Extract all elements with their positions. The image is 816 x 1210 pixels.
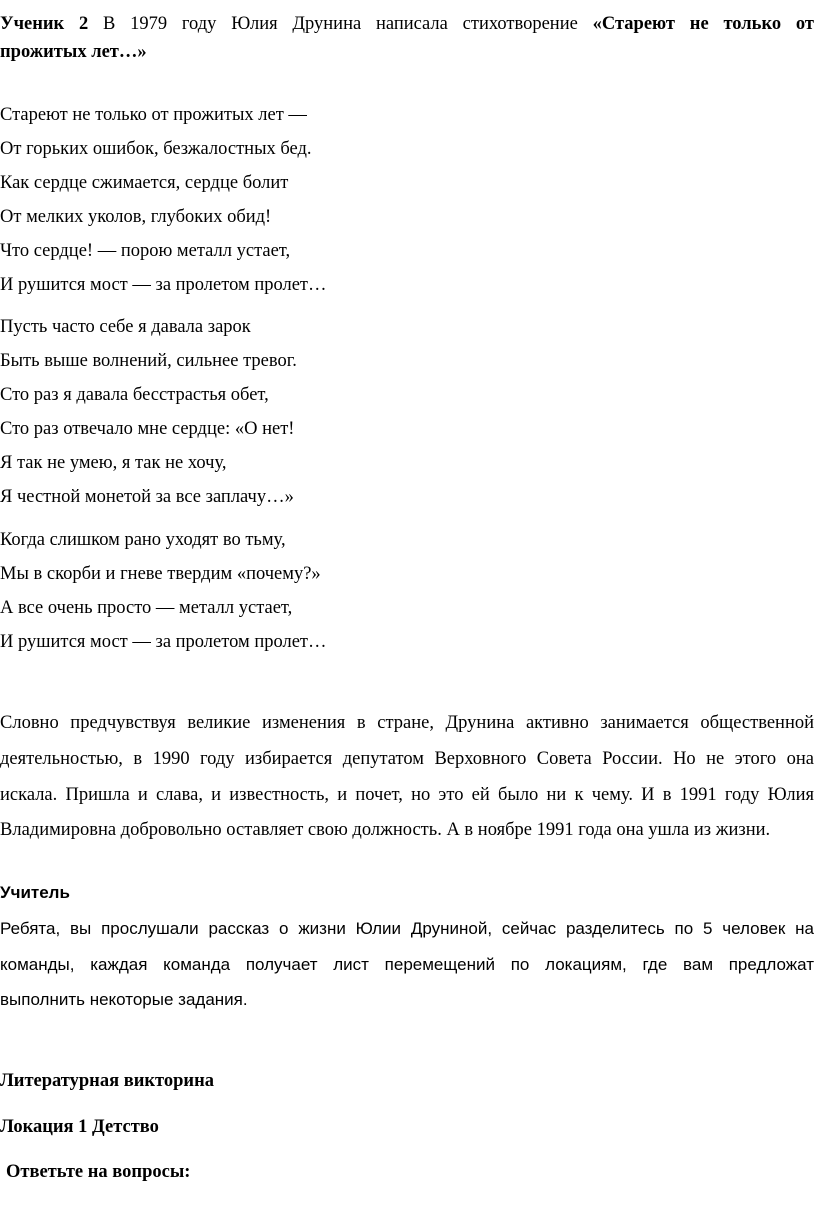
poem-line: И рушится мост — за пролетом пролет… [0,632,327,652]
intro-line-1 [0,12,814,36]
intro-text: В 1979 году Юлия Друнина написала стихотворение [103,14,578,34]
quiz-prompt: Ответьте на вопросы: [6,1162,191,1182]
poem-line: Мы в скорби и гневе твердим «почему?» [0,564,321,584]
poem-line: Быть выше волнений, сильнее тревог. [0,351,297,371]
poem-line: Сто раз отвечало мне сердце: «О нет! [0,419,295,439]
poem-line: Как сердце сжимается, сердце болит [0,173,289,193]
poem-line: И рушится мост — за пролетом пролет… [0,275,327,295]
poem-line: От горьких ошибок, безжалостных бед. [0,139,312,159]
paragraph-line: деятельностью, в 1990 году избирается депутатом Верховного Совета России. Но не этого она [0,749,814,769]
quiz-heading: Литературная викторина [0,1071,214,1091]
poem-line: Что сердце! — порою металл устает, [0,241,291,261]
poem-line: Я так не умею, я так не хочу, [0,453,227,473]
poem-line: Стареют не только от прожитых лет — [0,105,307,125]
paragraph-line: Владимировна добровольно оставляет свою должность. А в ноябре 1991 года она ушла из жизни. [0,820,771,840]
poem-line: А все очень просто — металл устает, [0,598,293,618]
location-heading: Локация 1 Детство [0,1117,159,1137]
poem-line: Когда слишком рано уходят во тьму, [0,530,286,550]
teacher-label: Учитель [0,883,70,902]
poem-line: Я честной монетой за все заплачу…» [0,487,294,507]
poem-title-part1: «Стареют не только от [592,14,814,34]
speaker-label: Ученик 2 [0,14,89,34]
paragraph-line: Словно предчувствуя великие изменения в стране, Друнина активно занимается общественной [0,713,814,733]
teacher-line: выполнить некоторые задания. [0,990,248,1009]
poem-line: Сто раз я давала бесстрастья обет, [0,385,269,405]
poem-line: От мелких уколов, глубоких обид! [0,207,272,227]
teacher-line: Ребята, вы прослушали рассказ о жизни Юлии Друниной, сейчас разделитесь по 5 человек на [0,919,814,938]
poem-title-part2: прожитых лет…» [0,42,147,62]
poem-line: Пусть часто себе я давала зарок [0,317,251,337]
teacher-line: команды, каждая команда получает лист перемещений по локациям, где вам предложат [0,955,814,974]
paragraph-line: искала. Пришла и слава, и известность, и почет, но это ей было ни к чему. И в 1991 году Юлия [0,785,814,805]
